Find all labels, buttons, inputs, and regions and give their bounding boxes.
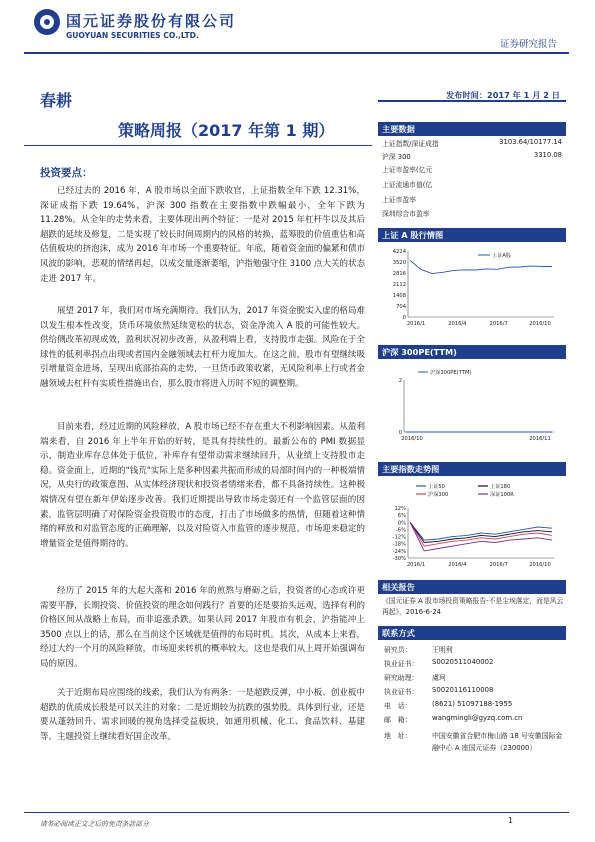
company-name-cn: 国元证券股份有限公司 [66,12,237,30]
series-line [410,522,552,551]
contact-row [382,644,564,655]
x-tick-label: 2016/7 [489,562,508,568]
y-tick-label: 0 [398,430,402,436]
x-tick-label: 2016/7 [489,321,508,327]
contact-value: 王明利 [432,646,453,654]
contact-key: 执业证书： [384,688,419,696]
y-tick-label: -24% [392,548,406,555]
contact-value: (8621) 51097188-1955 [432,700,513,708]
legend-label: 沪深300PE(TTM) [430,370,472,376]
related-report-text: 《国元证券 A 股市场投资策略报告-不是尘埃落定，而是风云再起》，2016-6-24 [382,597,564,616]
data-value: 3103.64/10177.14 [499,138,562,146]
contact-title: 联系方式 [378,626,566,640]
data-key: 上证市盈率 [382,196,416,204]
main-data-row [382,164,562,176]
x-tick-label: 2016/10 [529,321,551,327]
x-tick-label: 2016/1 [406,562,426,568]
y-tick-label: 0 [402,315,406,321]
legend-label: 上证A股 [492,253,512,259]
y-tick-label: 12% [394,506,406,512]
contact-row [382,714,564,725]
data-value: 3310.08 [533,151,562,159]
y-tick-label: 0% [397,520,406,527]
paragraph-3: 目前来看，经过近期的风险释放，A 股市场已经不存在重大不利影响因素。从盈利端来看，自 2016 年上半年开始的好转，是具有持续性的。最新公布的 PMI 数据显示，制造业库存总体处于低位，补库存有望带动需求继续回升，从业绩上支持股市走稳。资金面上，近期的"钱荒"实际上是多种因素共振而形成的局部时间内的一种极端情况，从央行的政策意图、从实体经济现状和投资者情绪来看，都不具备持续性。这种极端情况有望在新年伊始逐步改善。我们近期提出导致市场走弱还有一个监管层面的因素，监管层明确了对保险资金投资股市的态度，打击了市场做多的热情，但随着这种情绪的释放和对监管态度的正确理解，以及对险资入市监管的逐步规范，市场迎来稳定的增量资金是值得期待的。 [40,422,365,549]
y-tick-label: 4224 [392,249,406,255]
title-divider [24,145,372,146]
company-logo-icon [34,9,60,35]
index-chart [378,478,566,568]
index-chart-title: 主要指数走势图 [378,462,566,476]
y-tick-label: 1408 [392,293,406,299]
data-key: 深圳综合市盈率 [382,210,430,218]
main-data-row [382,138,562,150]
contact-row [382,672,564,683]
pe-chart-title: 沪深 300PE(TTM) [378,345,566,359]
contact-key: 电 话： [384,702,412,710]
main-data-title: 主要数据 [378,122,566,136]
page-number: 1 [508,816,514,825]
main-data-row [382,194,562,206]
legend-label: 上证180 [490,484,511,490]
x-tick-label: 2016/11 [529,436,551,442]
legend-label: 上证50 [428,484,445,490]
x-tick-label: 2016/10 [401,436,423,442]
header-divider [24,52,569,54]
x-tick-label: 2016/10 [529,562,551,568]
publish-time: 发布时间：2017 年 1 月 2 日 [378,90,566,102]
x-tick-label: 2016/1 [406,321,426,327]
contact-row [382,700,564,711]
contact-key: 研究员： [384,646,412,654]
legend-label: 深证100R [490,492,514,498]
paragraph-5: 关于近期布局应围绕的线索，我们认为有两条：一是超跌反弹，中小板、创业板中超跌的优质成长股是可以关注的对象；二是近期较为抗跌的强势股。具体到行业，还是要从蓬勃回升、需求回暖的视角选择受益板块，如通用机械、化工、食品饮料、基建等。主题投资上继续看好国企改革。 [40,688,365,742]
data-key: 上证指数/深证成指 [382,140,439,148]
data-key: 上证流通市值(亿 [382,181,433,189]
company-name-en: GUOYUAN SECURITIES CO.,LTD. [66,31,199,40]
page-header [0,0,595,64]
contact-row [382,686,564,697]
paragraph-4: 经历了 2015 年的大起大落和 2016 年的煎熬与磨砺之后，投资者的心态或许更需要平静，长期投资、价值投资的理念如何践行？首要的还是要抬头远观，选择有利的价格区间从战略上布局，而非追涨杀跌。如果认同 2017 年股市有机会，沪指能冲上 3500 点以上的话，那么在当前这个区域就是值得的布局时机。其次，从成本上来看，经过大约一个月的风险释放，市场迎来转机的概率较大。这也是我们从上周开始强调布局的原因。 [40,586,365,669]
report-title: 策略周报（2017 年第 1 期） [118,121,335,140]
y-tick-label: 2816 [392,271,406,277]
y-tick-label: -6% [395,527,406,534]
contact-row [382,658,564,669]
y-tick-label: 704 [396,304,406,310]
key-points-heading: 投资要点： [40,167,93,179]
season-label: 春耕 [40,91,73,110]
y-tick-label: -30% [392,556,406,562]
contact-key: 研究助理： [384,674,419,682]
paragraph-1: 已经过去的 2016 年，A 股市场以全面下跌收官，上证指数全年下跌 12.31%，深证成指下跌 19.64%，沪深 300 指数在主要指数中跌幅最小，全年下跌为 11.28%。从全年的走势来看，主要体现出两个特征：一是对 2015 年杠杆牛以及其后超跌的延续及修复，二是实现了较长时间周期内的风格的转换，蓝筹股的价值重估和高估值板块的挤泡沫，成为 2016 年市场一个重要特征。年底，随着资金面的偏紧和债市风波的影响，悲观的情绪再起，以成交量逐渐萎缩，沪指勉强守住 3100 点大关的状态走进 2017 年。 [40,186,365,284]
data-key: 沪深 300 [382,153,411,161]
series-line [410,260,552,273]
trend-chart [378,245,566,333]
report-type: 证券研究报告 [499,39,557,50]
contact-key: 地 址： [384,732,412,740]
y-tick-label: -18% [392,541,406,548]
contact-value: wangmingli@gyzq.com.cn [432,714,523,722]
y-tick-label: -12% [392,534,406,541]
series-line [410,522,552,546]
contact-value: 虞珂 [432,674,446,682]
main-data-row [382,151,562,163]
related-report-title: 相关报告 [378,580,566,594]
x-tick-label: 2016/4 [448,562,467,568]
footer-disclaimer: 请务必阅读正文之后的免责条款部分 [40,820,149,828]
trend-chart-title: 上证 A 股行情图 [378,228,566,242]
footer-divider [24,812,569,813]
contact-key: 邮 箱： [384,716,412,724]
y-tick-label: 6% [397,513,406,520]
contact-address: 中国安徽省合肥市梅山路 18 号安徽国际金融中心 A 座国元证券（230000） [432,732,563,752]
data-key: 上证市盈率(亿元 [382,166,433,174]
contact-key: 执业证书： [384,660,419,668]
y-tick-label: 2 [398,378,402,384]
legend-label: 沪深300 [428,492,449,498]
y-tick-label: 2112 [392,282,406,288]
pe-chart [378,362,566,444]
paragraph-2: 展望 2017 年，我们对市场充满期待。我们认为，2017 年资金脱实入虚的格局难以发生根本性改变，货币环境依然延续宽松的状态，资金净流入 A 股的可能性较大。供给侧改革初现成效，盈利状况初步改善，从盈利端上看，支持股市走强。风险在于全球性的低利率拐点出现或者国内金融领域去杠杆力度加大。在这之前，股市有望继续吸引增量资金进场，呈现出底部抬高的走势，一旦货币政策收紧，无风险利率上行或者金融领域去杠杆有实质性措施出台，那么股市将进入历时不短的调整期。 [40,306,365,389]
x-tick-label: 2016/4 [448,321,467,327]
y-tick-label: 3520 [392,260,406,266]
contact-value: S0020116110008 [432,686,494,694]
main-data-row [382,179,562,191]
main-data-row [382,208,562,220]
contact-value: S0020511040002 [432,658,494,666]
